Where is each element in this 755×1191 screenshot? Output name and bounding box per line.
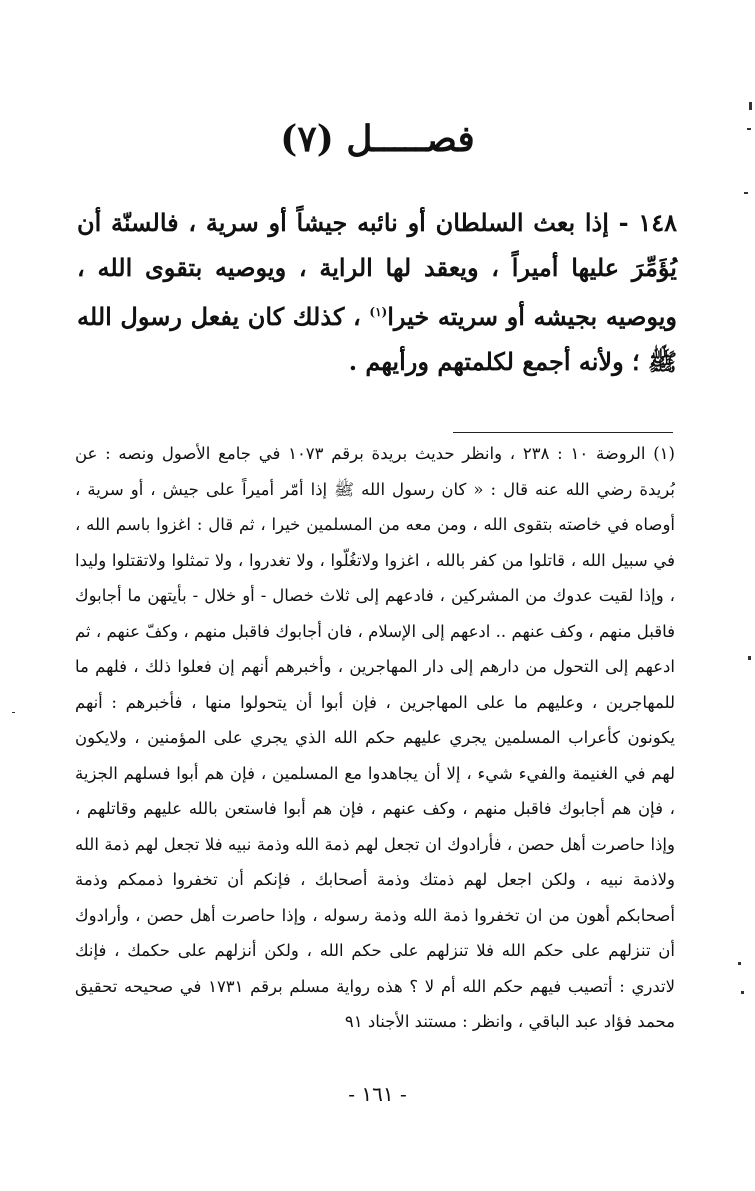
- scan-speck: [741, 991, 744, 994]
- paragraph-number: ١٤٨ -: [608, 208, 678, 237]
- scan-speck: [748, 656, 751, 660]
- footnote-reference: (١): [369, 305, 388, 319]
- footnote-separator: [453, 432, 673, 433]
- main-paragraph: [77, 200, 677, 384]
- footnote-text: الروضة ١٠ : ٢٣٨ ، وانظر حديث بريدة برقم ١٠٧٣ في جامع الأصول ونصه : عن بُريدة رضي الله عنه قال : « كان رسول الله ﷺ إذا أمّر أميراً على جيش ، أو سرية ، أوصاه في خاصته بتقوى الله ، ومن معه من المسلمين خيرا ، ثم قال : اغزوا باسم الله ، في سبيل الله ، قاتلوا من كفر بالله ، اغزوا ولاتغُلّوا ، ولا تغدروا ، ولا تمثلوا ولاتقتلوا وليدا ، وإذا لقيت عدوك من المشركين ، فادعهم إلى ثلاث خصال - أو خلال - بأيتهن ما أجابوك فاقبل منهم ، وكف عنهم .. ادعهم إلى الإسلام ، فان أجابوك فاقبل منهم ، وكفّ عنهم ، ثم ادعهم إلى التحول من دارهم إلى دار المهاجرين ، وأخبرهم أنهم إن فعلوا ذلك ، فلهم ما للمهاجرين ، وعليهم ما على المهاجرين ، فإن أبوا أن يتحولوا منها ، فأخبرهم : أنهم يكونون كأعراب المسلمين يجري عليهم حكم الله الذي يجري على المؤمنين ، ولايكون لهم في الغنيمة والفيء شيء ، إلا أن يجاهدوا مع المسلمين ، فإن هم أبوا فسلهم الجزية ، فإن هم أجابوك فاقبل منهم ، وكف عنهم ، فإن هم أبوا فاستعن بالله عليهم وقاتلهم ، وإذا حاصرت أهل حصن ، فأرادوك ان تجعل لهم ذمة الله وذمة نبيه فلا تجعل لهم ذمة الله ولاذمة نبيه ، ولكن اجعل لهم ذمتك وذمة أصحابك ، فإنكم أن تخفروا ذممكم وذمة أصحابكم أهون من ان تخفروا ذمة الله وذمة رسوله ، وإذا حاصرت أهل حصن ، وأرادوك أن تنزلهم على حكم الله فلا تنزلهم على حكم الله ، ولكن أنزلهم على حكمك ، فإنك لاتدري : أتصيب فيهم حكم الله أم لا ؟ هذه رواية مسلم برقم ١٧٣١ في صحيحه تحقيق محمد فؤاد عبد الباقي ، وانظر : مستند الأجناد ٩١: [75, 444, 675, 1031]
- page-number: - ١٦١ -: [348, 1082, 407, 1106]
- scan-speck: [747, 128, 751, 130]
- scan-speck: [749, 102, 752, 110]
- footnote-marker: (١): [645, 444, 675, 463]
- footnote-block: [75, 436, 675, 1040]
- scan-speck: [12, 712, 15, 713]
- chapter-heading: فصـــــل (٧): [280, 118, 475, 160]
- scan-speck: [738, 962, 741, 965]
- paragraph-text: إذا بعث السلطان أو نائبه جيشاً أو سرية ، فالسنّة أن يُؤَمِّرَ عليها أميراً ، ويعقد لها الراية ، ويوصيه بتقوى الله ، ويوصيه بجيشه أو سريته خيرا: [77, 208, 677, 331]
- scan-speck: [744, 192, 748, 194]
- paragraph-text-end: ، كذلك كان يفعل رسول الله ﷺ ؛ ولأنه أجمع لكلمتهم ورأيهم .: [77, 302, 677, 376]
- footnote-1: [75, 436, 675, 1040]
- paragraph-148: [77, 200, 677, 384]
